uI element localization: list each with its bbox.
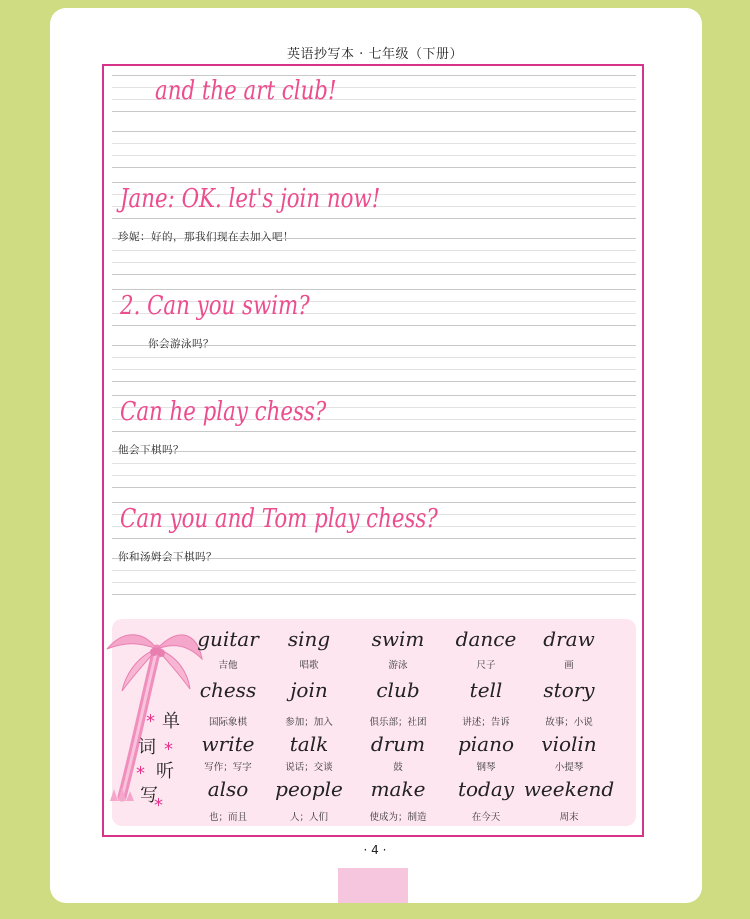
page-tab bbox=[338, 868, 408, 903]
chinese-translation: 你会游泳吗？ bbox=[148, 338, 214, 350]
ruled-line bbox=[112, 463, 636, 464]
ruled-line bbox=[112, 274, 636, 275]
vocab-word: tell bbox=[469, 678, 503, 702]
ruled-line bbox=[112, 475, 636, 476]
english-sentence: and the art club! bbox=[155, 76, 337, 106]
ruled-line bbox=[112, 167, 636, 168]
vocab-meaning: 人；人们 bbox=[289, 812, 328, 823]
vocab-meaning: 写作；写字 bbox=[204, 762, 252, 773]
vocab-word: draw bbox=[543, 627, 595, 651]
ruled-line bbox=[112, 131, 636, 132]
vocab-word: write bbox=[201, 732, 255, 756]
vocab-meaning: 小提琴 bbox=[554, 762, 584, 773]
vocab-meaning: 使成为；制造 bbox=[369, 812, 427, 823]
vocab-word: story bbox=[543, 678, 595, 702]
vocab-meaning: 吉他 bbox=[218, 660, 238, 671]
side-char-1: 单 bbox=[162, 711, 180, 732]
ruled-line bbox=[112, 250, 636, 251]
vocab-meaning: 也；而且 bbox=[208, 812, 247, 823]
vocab-meaning: 唱歌 bbox=[299, 660, 319, 671]
vocab-meaning: 国际象棋 bbox=[208, 717, 247, 728]
vocab-meaning: 俱乐部；社团 bbox=[369, 717, 427, 728]
vocab-word: swim bbox=[371, 627, 425, 651]
chinese-translation: 你和汤姆会下棋吗？ bbox=[118, 551, 217, 563]
ruled-line bbox=[112, 451, 636, 452]
vocab-word: dance bbox=[455, 627, 517, 651]
vocab-meaning: 讲述；告诉 bbox=[462, 717, 510, 728]
ruled-line bbox=[112, 570, 636, 571]
side-char-4: 写 bbox=[140, 785, 158, 806]
vocab-meaning: 画 bbox=[564, 660, 574, 671]
vocab-word: talk bbox=[289, 732, 329, 756]
chinese-translation: 珍妮：好的，那我们现在去加入吧！ bbox=[118, 231, 294, 243]
ruled-line bbox=[112, 218, 636, 219]
ruled-line bbox=[112, 538, 636, 539]
side-char-3: 听 bbox=[156, 761, 174, 782]
vocab-meaning: 钢琴 bbox=[476, 762, 496, 773]
star-icon: * bbox=[136, 763, 145, 784]
english-sentence: Jane: OK. let's join now! bbox=[120, 184, 381, 214]
vocab-word: make bbox=[370, 777, 426, 801]
vocab-meaning: 尺子 bbox=[476, 660, 496, 671]
vocab-meaning: 参加；加入 bbox=[285, 717, 333, 728]
ruled-line bbox=[112, 381, 636, 382]
vocab-word: club bbox=[376, 678, 420, 702]
english-sentence: Can you and Tom play chess? bbox=[120, 504, 438, 534]
vocab-word: sing bbox=[287, 627, 331, 651]
star-icon: * bbox=[164, 739, 173, 760]
ruled-line bbox=[112, 594, 636, 595]
ruled-line bbox=[112, 262, 636, 263]
ruled-line bbox=[112, 487, 636, 488]
vocabulary-panel bbox=[112, 619, 636, 826]
ruled-line bbox=[112, 325, 636, 326]
vocab-word: violin bbox=[541, 732, 597, 756]
page-number: · 4 · bbox=[363, 843, 387, 857]
ruled-line bbox=[112, 289, 636, 290]
ruled-line bbox=[112, 582, 636, 583]
ruled-line bbox=[112, 111, 636, 112]
english-sentence: 2. Can you swim? bbox=[120, 291, 310, 321]
vocab-meaning: 说话；交谈 bbox=[285, 762, 333, 773]
vocab-word: piano bbox=[457, 732, 515, 756]
vocab-meaning: 周末 bbox=[559, 812, 579, 823]
vocab-meaning: 鼓 bbox=[393, 762, 403, 773]
vocab-word: chess bbox=[199, 678, 257, 702]
ruled-line bbox=[112, 369, 636, 370]
ruled-line bbox=[112, 182, 636, 183]
vocab-meaning: 在今天 bbox=[471, 812, 501, 823]
page-header: 英语抄写本 · 七年级（下册） bbox=[287, 47, 463, 62]
vocab-word: guitar bbox=[197, 627, 259, 651]
english-sentence: Can he play chess? bbox=[120, 397, 327, 427]
ruled-line bbox=[112, 431, 636, 432]
vocab-meaning: 故事；小说 bbox=[545, 717, 593, 728]
ruled-line bbox=[112, 357, 636, 358]
ruled-line bbox=[112, 155, 636, 156]
ruled-line bbox=[112, 143, 636, 144]
vocab-word: join bbox=[290, 678, 328, 702]
ruled-line bbox=[112, 502, 636, 503]
star-icon: * bbox=[154, 795, 163, 816]
vocab-meaning: 游泳 bbox=[388, 660, 408, 671]
vocab-word: also bbox=[207, 777, 249, 801]
side-char-2: 词 bbox=[138, 737, 156, 758]
vocab-word: weekend bbox=[523, 777, 615, 801]
star-icon: * bbox=[146, 711, 155, 732]
vocab-word: today bbox=[457, 777, 515, 801]
vocab-word: drum bbox=[370, 732, 426, 756]
chinese-translation: 他会下棋吗？ bbox=[118, 444, 184, 456]
ruled-line bbox=[112, 395, 636, 396]
vocab-word: people bbox=[275, 777, 343, 801]
